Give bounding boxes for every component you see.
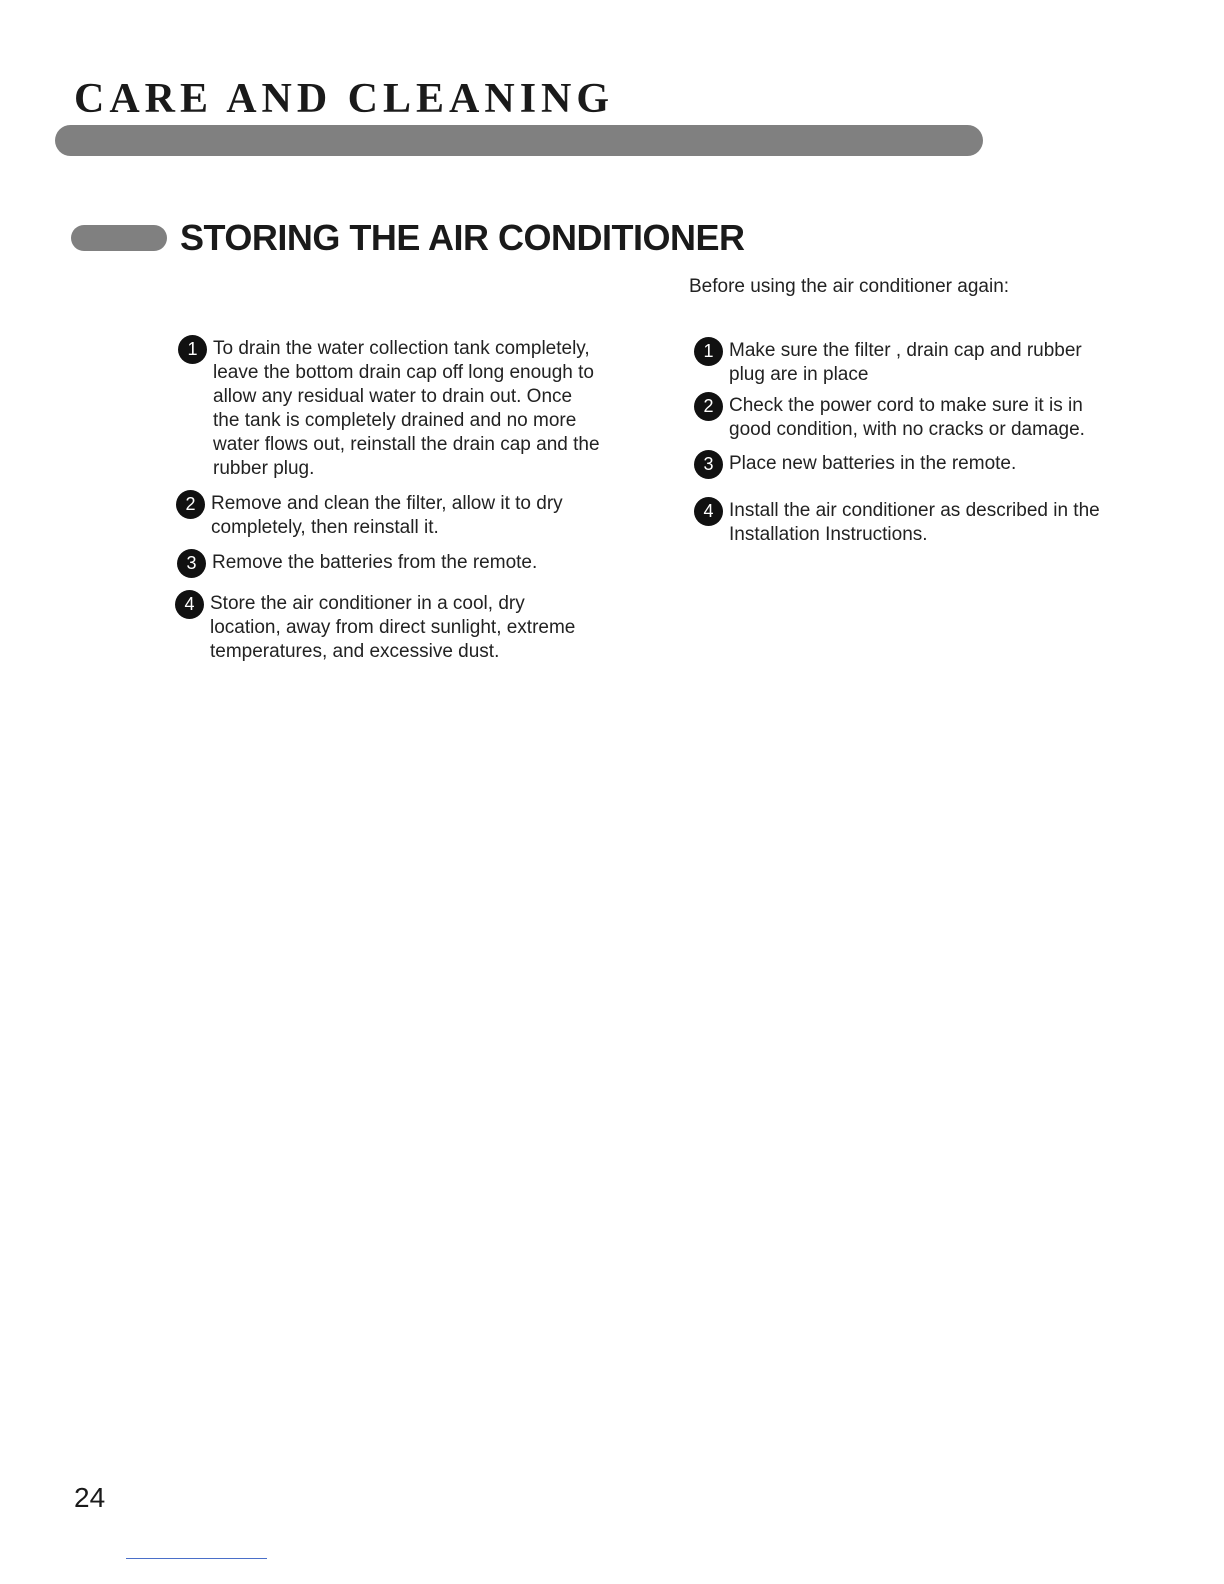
step-text xyxy=(211,492,563,540)
step-line: Installation Instructions. xyxy=(729,524,928,545)
chapter-header-bar xyxy=(55,125,983,156)
step-number-badge: 4 xyxy=(175,590,204,619)
step-number-badge: 1 xyxy=(178,335,207,364)
step-line: completely, then reinstall it. xyxy=(211,517,439,538)
step-line: location, away from direct sunlight, extreme xyxy=(210,617,576,638)
step-text xyxy=(729,339,1082,387)
step-text xyxy=(210,592,575,664)
before-using-step-2 xyxy=(694,394,1085,442)
step-line: good condition, with no cracks or damage. xyxy=(729,419,1085,440)
step-text xyxy=(212,551,537,575)
footer-rule xyxy=(126,1558,267,1559)
before-using-step-4 xyxy=(694,499,1100,547)
step-number-badge: 3 xyxy=(694,450,723,479)
storing-step-4 xyxy=(175,592,575,664)
step-text xyxy=(729,499,1100,547)
step-line: plug are in place xyxy=(729,364,869,385)
before-using-step-1 xyxy=(694,339,1082,387)
step-line: Remove the batteries from the remote. xyxy=(212,552,538,573)
section-title: STORING THE AIR CONDITIONER xyxy=(180,217,745,258)
storing-step-1 xyxy=(178,337,600,481)
step-text xyxy=(729,452,1016,476)
before-using-step-3 xyxy=(694,452,1016,479)
step-line: allow any residual water to drain out. Once xyxy=(213,386,573,407)
step-text xyxy=(213,337,600,481)
page-number: 24 xyxy=(74,1482,106,1513)
step-line: Place new batteries in the remote. xyxy=(729,453,1017,474)
step-number-badge: 2 xyxy=(694,392,723,421)
step-line: temperatures, and excessive dust. xyxy=(210,641,500,662)
step-text xyxy=(729,394,1085,442)
step-line: rubber plug. xyxy=(213,458,315,479)
step-number-badge: 1 xyxy=(694,337,723,366)
storing-step-2 xyxy=(176,492,563,540)
step-line: Install the air conditioner as described in the xyxy=(729,500,1100,521)
section-marker xyxy=(71,225,167,251)
step-number-badge: 3 xyxy=(177,549,206,578)
step-line: Check the power cord to make sure it is in xyxy=(729,395,1083,416)
step-line: the tank is completely drained and no more xyxy=(213,410,577,431)
storing-step-3 xyxy=(177,551,537,578)
step-line: Store the air conditioner in a cool, dry xyxy=(210,593,525,614)
before-using-intro: Before using the air conditioner again: xyxy=(689,276,1010,297)
step-line: Make sure the filter , drain cap and rubber xyxy=(729,340,1082,361)
step-number-badge: 2 xyxy=(176,490,205,519)
step-number-badge: 4 xyxy=(694,497,723,526)
step-line: To drain the water collection tank completely, xyxy=(213,338,590,359)
step-line: Remove and clean the filter, allow it to dry xyxy=(211,493,563,514)
step-line: water flows out, reinstall the drain cap and the xyxy=(213,434,600,455)
chapter-title: CARE AND CLEANING xyxy=(74,76,615,122)
step-line: leave the bottom drain cap off long enough to xyxy=(213,362,594,383)
